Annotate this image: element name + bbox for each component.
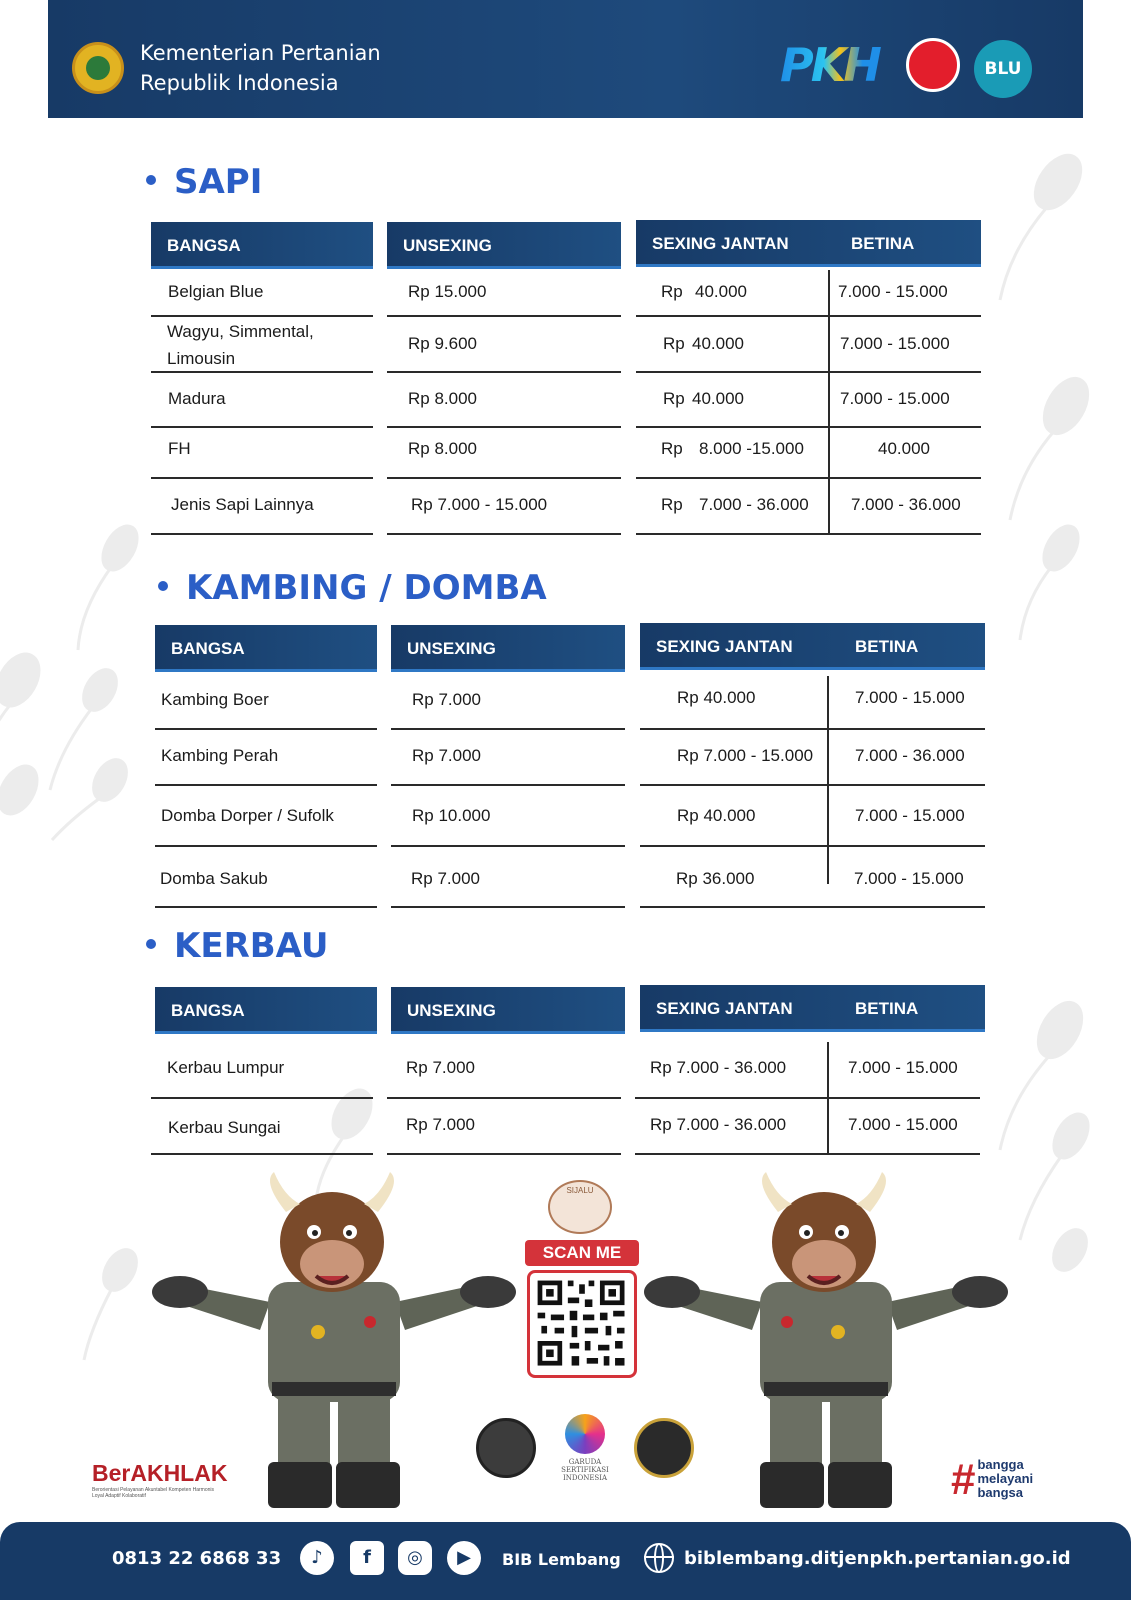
garuda-certification-logo [545,1414,625,1482]
kerbau-row2-bangsa: Kerbau Sungai [168,1118,281,1137]
table-rule [636,426,981,428]
ministry-emblem-icon [72,42,124,94]
header-unsexing-label: UNSEXING [407,639,496,658]
table-rule [151,533,373,535]
table-rule [387,533,621,535]
kerbau-row2-jantan: Rp 7.000 - 36.000 [650,1115,787,1134]
header-bar [48,0,1083,118]
ministry-name-line2: Republik Indonesia [140,71,339,95]
sapi-row3-unsexing: Rp 8.000 [408,389,477,408]
hashtag-icon: # [951,1455,976,1504]
kambing-row2-jantan: Rp 7.000 - 15.000 [677,746,814,765]
kambing-row3-unsexing: Rp 10.000 [412,806,491,825]
table-rule [151,1097,373,1099]
table-rule [391,784,625,786]
header-unsexing-label: UNSEXING [407,1001,496,1020]
header-betina-label: BETINA [851,234,915,253]
section-title-kerbau-text: KERBAU [174,926,329,966]
section-title-kerbau [146,926,329,966]
sapi-row5-rp: Rp [661,495,683,514]
table-rule [635,1097,980,1099]
table-rule [387,1153,621,1155]
header-unsexing [391,987,625,1034]
sapi-row2-unsexing: Rp 9.600 [408,334,477,353]
section-title-sapi [146,162,262,202]
bullet-icon [158,581,168,591]
sijalu-logo [548,1180,612,1234]
header-sexing [640,623,985,670]
sapi-row1-betina: 7.000 - 15.000 [838,282,948,301]
bangga-word2: melayani [977,1471,1034,1486]
kambing-row2-unsexing: Rp 7.000 [412,746,481,765]
header-bangsa-label: BANGSA [167,236,241,255]
zona-integritas-badge-right-icon [634,1418,694,1478]
kambing-row2-betina: 7.000 - 36.000 [855,746,965,765]
sapi-row3-rp: Rp [663,389,685,408]
header-betina-label: BETINA [855,999,919,1018]
kerbau-row2-betina: 7.000 - 15.000 [848,1115,958,1134]
table-divider [827,1042,829,1154]
table-rule [636,315,981,317]
sapi-row4-jantan: 8.000 -15.000 [699,439,804,458]
kerbau-row1-betina: 7.000 - 15.000 [848,1058,958,1077]
blu-logo: BLU [974,40,1032,98]
header-bangsa [151,222,373,269]
table-rule [151,315,373,317]
table-rule [391,906,625,908]
table-rule [151,1153,373,1155]
table-rule [640,906,985,908]
table-rule [151,477,373,479]
header-unsexing [387,222,621,269]
berakhlak-tagline: Berorientasi Pelayanan Akuntabel Kompeten Harmonis Loyal Adaptif Kolaboratif [92,1487,215,1499]
header-bangsa-label: BANGSA [171,639,245,658]
kerbau-row1-bangsa: Kerbau Lumpur [167,1058,285,1077]
globe-icon [644,1543,674,1573]
header-sexing-jantan-label: SEXING JANTAN [656,637,793,656]
header-sexing-jantan-label: SEXING JANTAN [656,999,793,1018]
sapi-row2-bangsa: Wagyu, Simmental, Limousin [167,322,314,368]
header-betina-label: BETINA [855,637,919,656]
kerbau-row1-jantan: Rp 7.000 - 36.000 [650,1058,787,1077]
kambing-row3-betina: 7.000 - 15.000 [855,806,965,825]
bangga-word1: bangga [977,1457,1024,1472]
sapi-row5-unsexing: Rp 7.000 - 15.000 [411,495,548,514]
sapi-row2-rp: Rp [663,334,685,353]
berakhlak-logo [92,1460,227,1499]
sijalu-label: SIJALU [566,1186,594,1195]
table-rule [640,845,985,847]
bullet-icon [146,175,156,185]
garuda-line1: GARUDA SERTIFIKASI [561,1458,609,1474]
facebook-icon[interactable]: f [350,1541,384,1575]
sapi-row5-betina: 7.000 - 36.000 [851,495,961,514]
table-rule [387,477,621,479]
kambing-row4-jantan: Rp 36.000 [676,869,755,888]
kerbau-row2-unsexing: Rp 7.000 [406,1115,475,1134]
website-link[interactable]: biblembang.ditjenpkh.pertanian.go.id [684,1548,1071,1569]
header-sexing [640,985,985,1032]
header-bangsa [155,625,377,672]
sapi-row4-betina: 40.000 [878,439,930,458]
garuda-line2: INDONESIA [562,1474,608,1482]
header-bangsa [155,987,377,1034]
header-unsexing-label: UNSEXING [403,236,492,255]
table-rule [391,728,625,730]
tiktok-icon[interactable]: ♪ [300,1541,334,1575]
table-divider [828,270,830,534]
zona-integritas-badge-left-icon [476,1418,536,1478]
header-sexing-jantan-label: SEXING JANTAN [652,234,789,253]
youtube-icon[interactable]: ▶ [447,1541,481,1575]
section-title-kambing-text: KAMBING / DOMBA [186,568,547,608]
kambing-row3-jantan: Rp 40.000 [677,806,756,825]
kambing-row1-bangsa: Kambing Boer [161,690,269,709]
pkh-logo: PKH [780,40,890,90]
sperm-logo-icon [906,38,960,92]
table-rule [155,906,377,908]
sapi-row2-jantan: 40.000 [692,334,744,353]
table-rule [636,477,981,479]
kambing-row2-bangsa: Kambing Perah [161,746,279,765]
kambing-row3-bangsa: Domba Dorper / Sufolk [161,806,334,825]
table-rule [155,784,377,786]
bullet-icon [146,939,156,949]
ministry-name [140,38,381,98]
kambing-row4-bangsa: Domba Sakub [160,869,268,888]
kambing-row4-unsexing: Rp 7.000 [411,869,480,888]
table-rule [387,426,621,428]
sapi-row2-betina: 7.000 - 15.000 [840,334,950,353]
table-rule [640,728,985,730]
header-unsexing [391,625,625,672]
bangga-word3: bangsa [977,1485,1023,1500]
kambing-row1-jantan: Rp 40.000 [677,688,756,707]
ministry-name-line1: Kementerian Pertanian [140,41,381,65]
qr-code-icon[interactable] [527,1270,637,1378]
sapi-row5-jantan: 7.000 - 36.000 [699,495,809,514]
table-rule [387,315,621,317]
header-sexing [636,220,981,267]
table-rule [151,371,373,373]
kambing-row1-betina: 7.000 - 15.000 [855,688,965,707]
sapi-row1-bangsa: Belgian Blue [168,282,264,301]
sapi-row1-rp: Rp [661,282,683,301]
table-rule [640,784,985,786]
section-title-sapi-text: SAPI [174,162,263,202]
table-rule [636,533,981,535]
kambing-row4-betina: 7.000 - 15.000 [854,869,964,888]
sapi-row1-unsexing: Rp 15.000 [408,282,487,301]
table-rule [635,1153,980,1155]
table-rule [636,371,981,373]
sapi-row3-bangsa: Madura [168,389,226,408]
instagram-icon[interactable]: ◎ [398,1541,432,1575]
kambing-row1-unsexing: Rp 7.000 [412,690,481,709]
bull-mascot-left-icon [150,1172,520,1508]
sapi-row5-bangsa: Jenis Sapi Lainnya [171,495,314,514]
social-account[interactable]: BIB Lembang [502,1550,621,1569]
sapi-row4-unsexing: Rp 8.000 [408,439,477,458]
table-rule [151,426,373,428]
scan-me-label: SCAN ME [525,1240,639,1266]
table-rule [391,845,625,847]
table-rule [387,371,621,373]
sapi-row1-jantan: 40.000 [695,282,747,301]
header-bangsa-label: BANGSA [171,1001,245,1020]
sapi-row3-jantan: 40.000 [692,389,744,408]
berakhlak-name: BerAKHLAK [92,1460,228,1486]
garuda-icon [565,1414,605,1454]
bangga-melayani-bangsa-logo [951,1455,1034,1504]
phone-number[interactable]: 0813 22 6868 33 [112,1548,282,1569]
sapi-row4-rp: Rp [661,439,683,458]
table-rule [387,1097,621,1099]
sapi-row3-betina: 7.000 - 15.000 [840,389,950,408]
kerbau-row1-unsexing: Rp 7.000 [406,1058,475,1077]
table-rule [155,728,377,730]
section-title-kambing [158,568,547,608]
table-divider [827,676,829,884]
table-rule [155,845,377,847]
sapi-row4-bangsa: FH [168,439,191,458]
footer-bar [0,1522,1131,1600]
